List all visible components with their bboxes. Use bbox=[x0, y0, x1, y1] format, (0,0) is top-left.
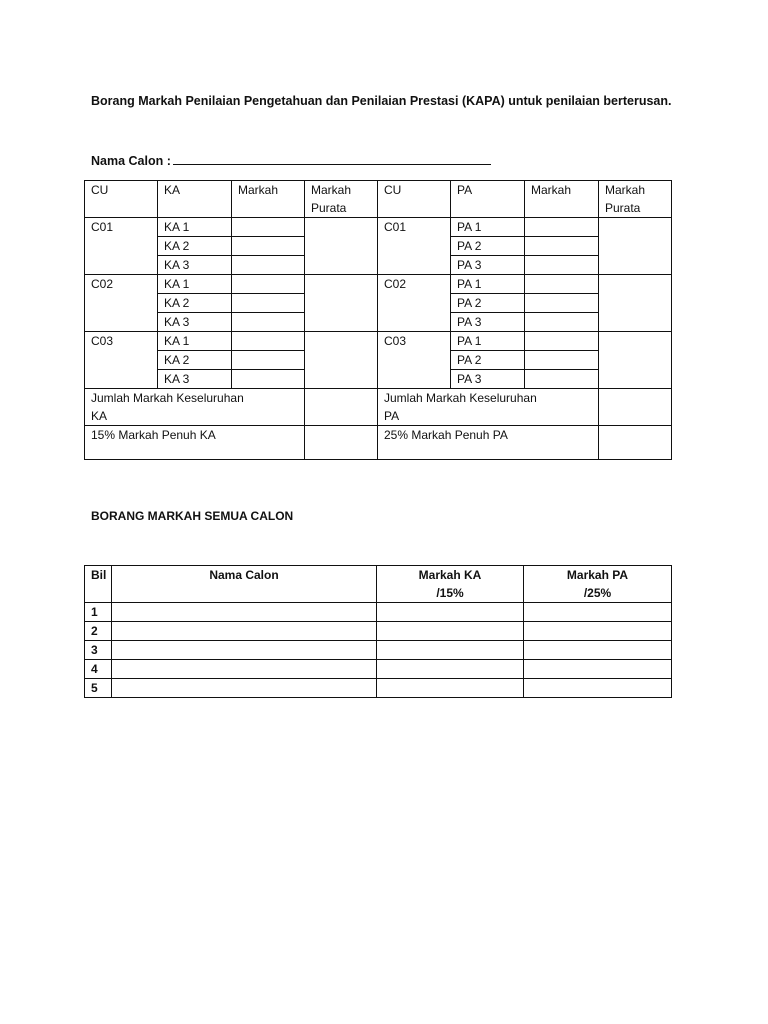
cu-code-left: C03 bbox=[85, 332, 158, 389]
ka-markah-purata-input[interactable] bbox=[305, 218, 378, 275]
nama-calon-label: Nama Calon : bbox=[91, 154, 171, 168]
pa-item: PA 2 bbox=[451, 351, 525, 370]
kapa-header-cell: Markah bbox=[525, 181, 599, 218]
cu-code-left: C02 bbox=[85, 275, 158, 332]
kapa-row bbox=[85, 332, 672, 351]
ka-markah-input[interactable] bbox=[232, 370, 305, 389]
markah-ka-input[interactable] bbox=[377, 622, 524, 641]
markah-ka-input[interactable] bbox=[377, 603, 524, 622]
pa-item: PA 3 bbox=[451, 370, 525, 389]
nama-calon-blank[interactable] bbox=[173, 152, 491, 165]
ka-item: KA 2 bbox=[158, 351, 232, 370]
pa-item: PA 1 bbox=[451, 332, 525, 351]
pa-item: PA 1 bbox=[451, 218, 525, 237]
ka-markah-purata-input[interactable] bbox=[305, 332, 378, 389]
semua-row bbox=[85, 603, 672, 622]
pa-markah-input[interactable] bbox=[525, 294, 599, 313]
percent-pa-input[interactable] bbox=[599, 426, 672, 460]
cu-code-right: C01 bbox=[378, 218, 451, 275]
pa-item: PA 2 bbox=[451, 237, 525, 256]
pa-markah-purata-input[interactable] bbox=[599, 275, 672, 332]
bil-number: 1 bbox=[85, 603, 112, 622]
nama-calon-input[interactable] bbox=[112, 679, 377, 698]
nama-calon-line bbox=[91, 152, 491, 168]
markah-pa-input[interactable] bbox=[524, 641, 672, 660]
total-ka-label: Jumlah Markah Keseluruhan KA bbox=[85, 389, 305, 426]
pa-markah-input[interactable] bbox=[525, 256, 599, 275]
kapa-header-cell: Markah bbox=[232, 181, 305, 218]
total-ka-input[interactable] bbox=[305, 389, 378, 426]
semua-row bbox=[85, 641, 672, 660]
pa-markah-input[interactable] bbox=[525, 275, 599, 294]
kapa-total-row bbox=[85, 389, 672, 426]
bil-number: 5 bbox=[85, 679, 112, 698]
ka-markah-input[interactable] bbox=[232, 256, 305, 275]
markah-pa-input[interactable] bbox=[524, 660, 672, 679]
ka-markah-input[interactable] bbox=[232, 275, 305, 294]
markah-ka-input[interactable] bbox=[377, 641, 524, 660]
ka-item: KA 1 bbox=[158, 218, 232, 237]
kapa-header-cell: KA bbox=[158, 181, 232, 218]
ka-markah-input[interactable] bbox=[232, 351, 305, 370]
percent-ka-input[interactable] bbox=[305, 426, 378, 460]
percent-pa-label: 25% Markah Penuh PA bbox=[378, 426, 599, 460]
pa-markah-input[interactable] bbox=[525, 332, 599, 351]
cu-code-right: C02 bbox=[378, 275, 451, 332]
pa-markah-input[interactable] bbox=[525, 237, 599, 256]
ka-markah-input[interactable] bbox=[232, 313, 305, 332]
pa-markah-input[interactable] bbox=[525, 218, 599, 237]
semua-header-cell: Markah KA /15% bbox=[377, 566, 524, 603]
markah-ka-input[interactable] bbox=[377, 679, 524, 698]
markah-pa-input[interactable] bbox=[524, 679, 672, 698]
semua-row bbox=[85, 660, 672, 679]
page-title: Borang Markah Penilaian Pengetahuan dan Penilaian Prestasi (KAPA) untuk penilaian berterusan. bbox=[91, 94, 672, 108]
ka-item: KA 2 bbox=[158, 237, 232, 256]
kapa-header-cell: PA bbox=[451, 181, 525, 218]
nama-calon-input[interactable] bbox=[112, 603, 377, 622]
cu-code-left: C01 bbox=[85, 218, 158, 275]
ka-markah-input[interactable] bbox=[232, 294, 305, 313]
ka-markah-input[interactable] bbox=[232, 237, 305, 256]
ka-item: KA 1 bbox=[158, 275, 232, 294]
pa-markah-input[interactable] bbox=[525, 351, 599, 370]
total-pa-label: Jumlah Markah Keseluruhan PA bbox=[378, 389, 599, 426]
pa-markah-input[interactable] bbox=[525, 313, 599, 332]
markah-ka-input[interactable] bbox=[377, 660, 524, 679]
percent-ka-label: 15% Markah Penuh KA bbox=[85, 426, 305, 460]
cu-code-right: C03 bbox=[378, 332, 451, 389]
semua-header-cell: Bil bbox=[85, 566, 112, 603]
pa-markah-purata-input[interactable] bbox=[599, 218, 672, 275]
kapa-header-cell: CU bbox=[378, 181, 451, 218]
pa-item: PA 3 bbox=[451, 313, 525, 332]
nama-calon-input[interactable] bbox=[112, 622, 377, 641]
nama-calon-input[interactable] bbox=[112, 641, 377, 660]
kapa-percent-row bbox=[85, 426, 672, 460]
pa-markah-input[interactable] bbox=[525, 370, 599, 389]
ka-item: KA 2 bbox=[158, 294, 232, 313]
semua-header-cell: Nama Calon bbox=[112, 566, 377, 603]
nama-calon-input[interactable] bbox=[112, 660, 377, 679]
all-candidates-table bbox=[84, 565, 672, 698]
semua-row bbox=[85, 622, 672, 641]
semua-calon-title: BORANG MARKAH SEMUA CALON bbox=[91, 509, 294, 523]
semua-header-row bbox=[85, 566, 672, 603]
kapa-header-cell: Markah Purata bbox=[305, 181, 378, 218]
ka-item: KA 3 bbox=[158, 370, 232, 389]
ka-item: KA 3 bbox=[158, 256, 232, 275]
kapa-row bbox=[85, 275, 672, 294]
total-pa-input[interactable] bbox=[599, 389, 672, 426]
ka-item: KA 1 bbox=[158, 332, 232, 351]
bil-number: 3 bbox=[85, 641, 112, 660]
pa-item: PA 2 bbox=[451, 294, 525, 313]
semua-row bbox=[85, 679, 672, 698]
pa-item: PA 3 bbox=[451, 256, 525, 275]
ka-item: KA 3 bbox=[158, 313, 232, 332]
pa-markah-purata-input[interactable] bbox=[599, 332, 672, 389]
kapa-marks-table bbox=[84, 180, 672, 460]
ka-markah-input[interactable] bbox=[232, 332, 305, 351]
bil-number: 4 bbox=[85, 660, 112, 679]
markah-pa-input[interactable] bbox=[524, 622, 672, 641]
kapa-header-cell: CU bbox=[85, 181, 158, 218]
pa-item: PA 1 bbox=[451, 275, 525, 294]
ka-markah-input[interactable] bbox=[232, 218, 305, 237]
kapa-header-cell: Markah Purata bbox=[599, 181, 672, 218]
kapa-row bbox=[85, 218, 672, 237]
semua-header-cell: Markah PA /25% bbox=[524, 566, 672, 603]
ka-markah-purata-input[interactable] bbox=[305, 275, 378, 332]
bil-number: 2 bbox=[85, 622, 112, 641]
markah-pa-input[interactable] bbox=[524, 603, 672, 622]
kapa-header-row bbox=[85, 181, 672, 218]
